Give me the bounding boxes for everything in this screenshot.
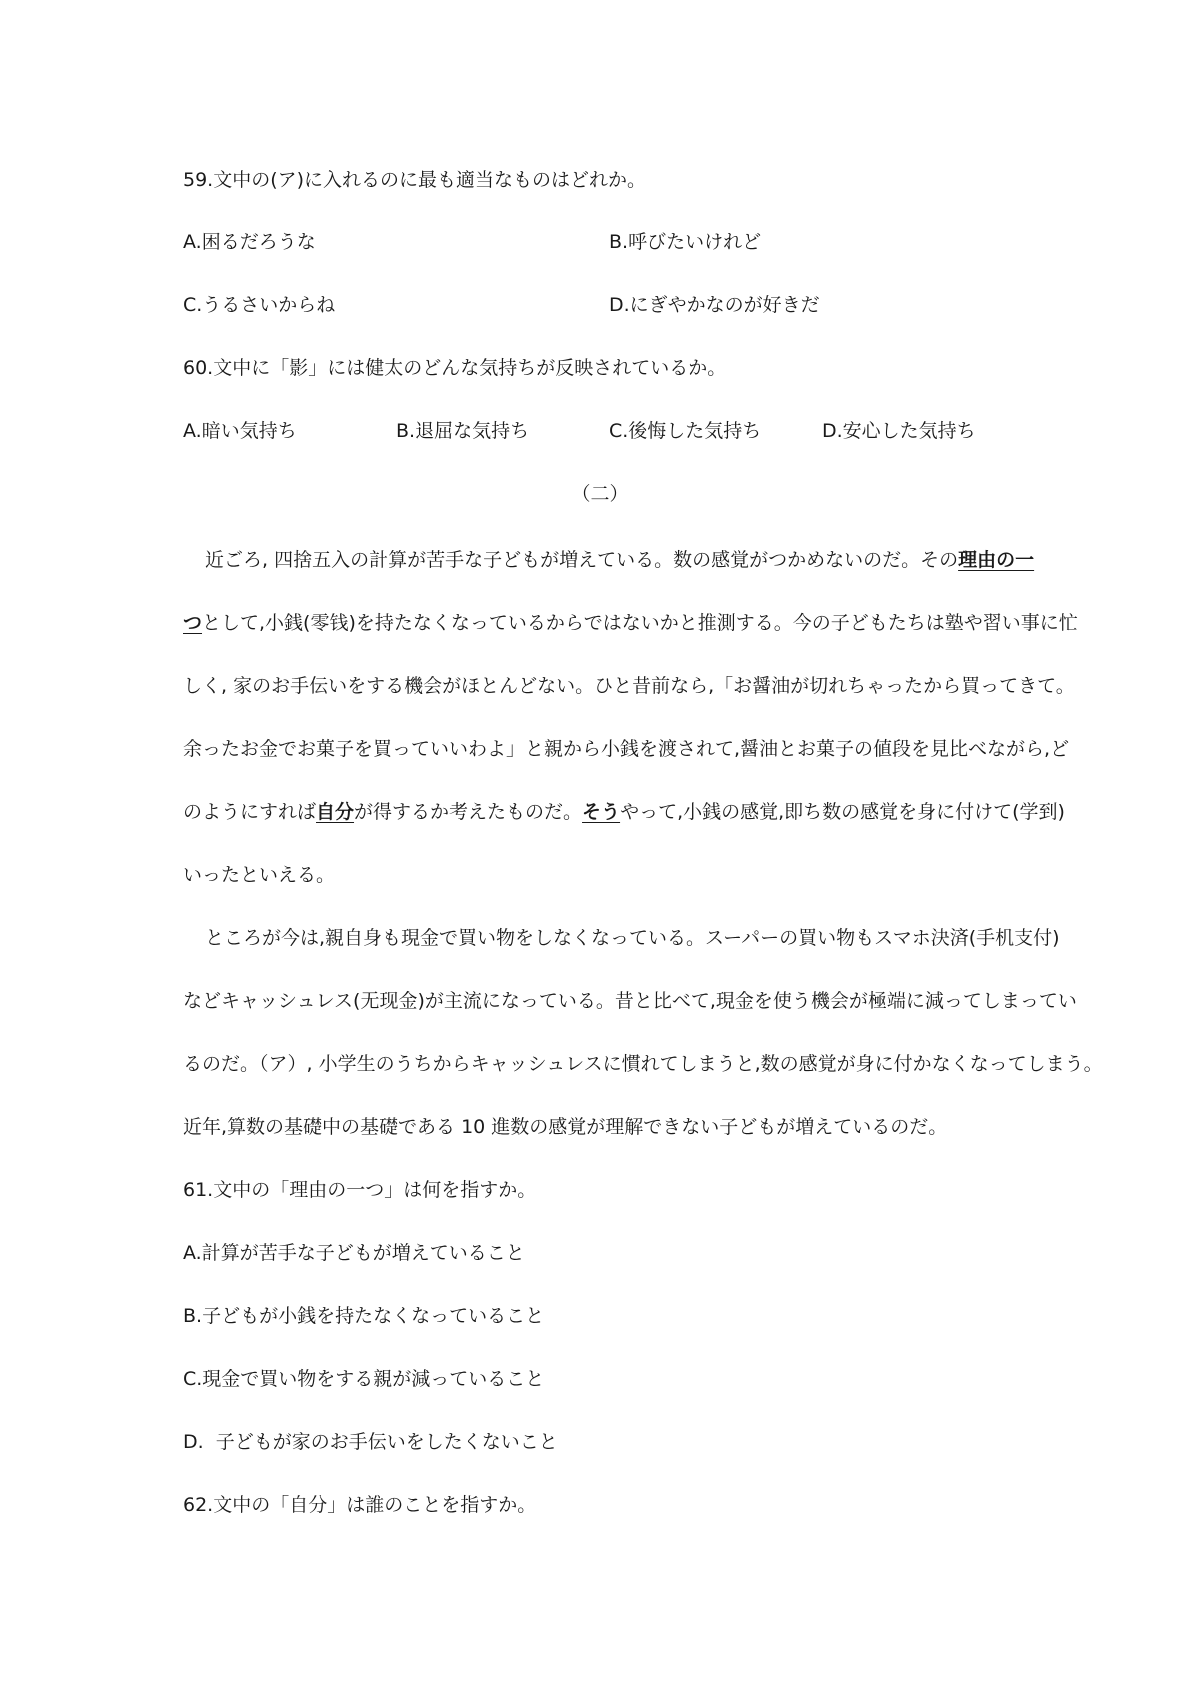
q60-option-c: C.後悔した気持ち: [609, 420, 762, 442]
q61-option-d: D. 子どもが家のお手伝いをしたくないこと: [183, 1431, 558, 1453]
passage-text: やって,小銭の感覚,即ち数の感覚を身に付けて(学到): [620, 801, 1065, 823]
passage-text: 近ごろ, 四捨五入の計算が苦手な子どもが増えている。数の感覚がつかめないのだ。その: [205, 549, 959, 571]
q59-option-a: A.困るだろうな: [183, 231, 316, 253]
q61-option-c: C.現金で買い物をする親が減っていること: [183, 1368, 545, 1390]
passage-line-7: ところが今は,親自身も現金で買い物をしなくなっている。スーパーの買い物もスマホ決済(手机支付): [205, 927, 1060, 949]
passage-line-5: [183, 798, 1065, 826]
passage-text: が得するか考えたものだ。: [354, 801, 583, 823]
underlined-phrase-sou: そう: [582, 801, 621, 823]
passage-line-1: [183, 546, 1035, 574]
underlined-phrase-riyuu: 理由の一: [958, 549, 1035, 571]
q60-option-b: B.退屈な気持ち: [396, 420, 530, 442]
passage-line-6: いったといえる。: [183, 864, 336, 886]
q59-option-c: C.うるさいからね: [183, 294, 336, 316]
q60-option-a: A.暗い気持ち: [183, 420, 297, 442]
section-title: （二）: [571, 483, 629, 505]
passage-line-9: るのだ。（ア）, 小学生のうちからキャッシュレスに慣れてしまうと,数の感覚が身に付かなくなってしまう。: [183, 1053, 1103, 1075]
underlined-phrase-jibun: 自分: [316, 801, 355, 823]
q60-option-d: D.安心した気持ち: [822, 420, 976, 442]
q61-option-a: A.計算が苦手な子どもが増えていること: [183, 1242, 525, 1264]
q61-option-b: B.子どもが小銭を持たなくなっていること: [183, 1305, 545, 1327]
passage-line-4: 余ったお金でお菓子を買っていいわよ」と親から小銭を渡されて,醤油とお菓子の値段を見比べながら,ど: [183, 738, 1070, 760]
underlined-phrase-riyuu-end: つ: [183, 612, 203, 634]
q59-option-b: B.呼びたいけれど: [609, 231, 762, 253]
passage-text: のようにすれば: [183, 801, 317, 823]
passage-line-3: しく, 家のお手伝いをする機会がほとんどない。ひと昔前なら,「お醤油が切れちゃったから買ってきて。: [183, 675, 1075, 697]
question-59: 59.文中の(ア)に入れるのに最も適当なものはどれか。: [183, 169, 647, 191]
passage-text: として,小銭(零钱)を持たなくなっているからではないかと推測する。今の子どもたちは塾や習い事に忙: [202, 612, 1078, 634]
q59-option-d: D.にぎやかなのが好きだ: [609, 294, 820, 316]
passage-line-10: 近年,算数の基礎中の基礎である 10 進数の感覚が理解できない子どもが増えているのだ。: [183, 1116, 948, 1138]
passage-line-8: などキャッシュレス(无现金)が主流になっている。昔と比べて,現金を使う機会が極端に減ってしまってい: [183, 990, 1077, 1012]
question-60: 60.文中に「影」には健太のどんな気持ちが反映されているか。: [183, 357, 727, 379]
passage-line-2: [183, 609, 1078, 637]
question-62: 62.文中の「自分」は誰のことを指すか。: [183, 1494, 537, 1516]
question-61: 61.文中の「理由の一つ」は何を指すか。: [183, 1179, 537, 1201]
